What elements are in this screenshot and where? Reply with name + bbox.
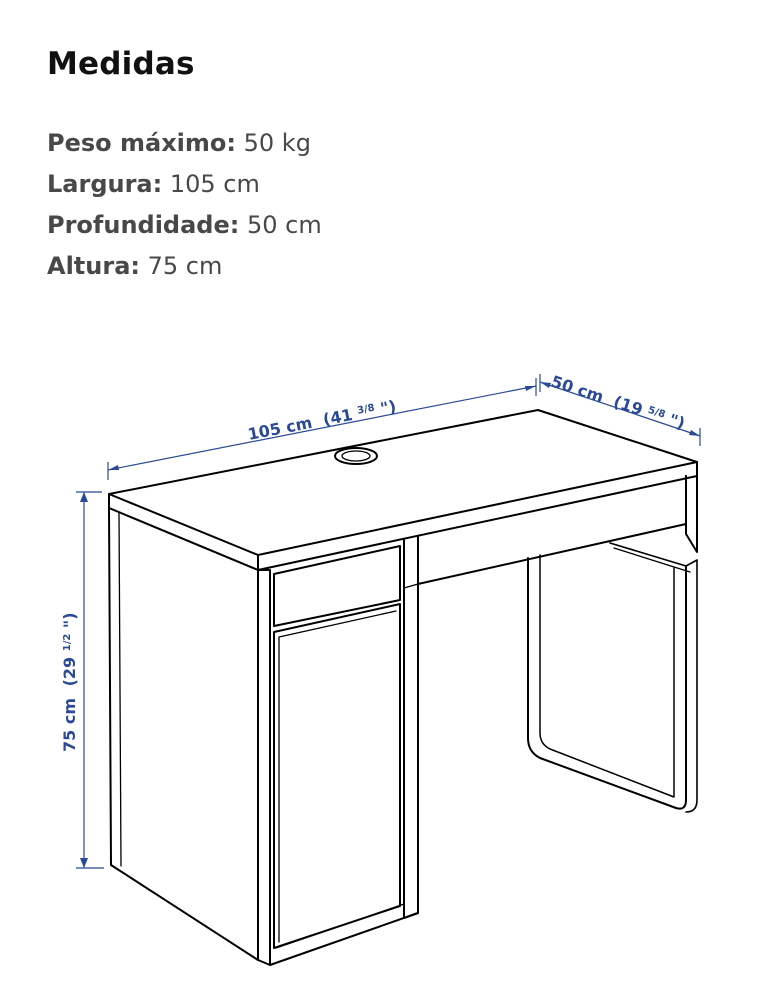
width-dimension [108,378,536,480]
page-title: Medidas [47,46,195,82]
width-metric: 105 cm [246,412,314,444]
spec-label: Profundidade: [47,211,240,239]
pedestal-side-inner [119,512,121,866]
height-imperial-close: ") [60,612,79,629]
width-imperial-fraction: 3/8 [356,402,376,417]
tabletop-front-edge [109,494,258,570]
depth-dimension [540,367,700,446]
spec-value: 75 cm [147,252,223,280]
metal-leg-back [686,560,697,812]
pedestal-front [258,570,270,965]
depth-dimension-label [549,367,689,433]
spec-label: Largura: [47,170,163,198]
rear-rail-lower [614,548,690,572]
tabletop-surface [109,410,697,555]
pedestal-right-side [404,537,418,918]
desk-illustration [109,410,697,965]
rear-rail [610,543,686,566]
depth-imperial-close: ") [666,410,688,433]
spec-value: 50 kg [243,129,311,157]
pedestal-side-panel [109,508,258,960]
pedestal-door-inner [279,611,396,942]
pedestal-door [274,604,400,948]
pedestal-bottom [270,913,418,965]
cable-hole-inner [342,451,370,461]
middle-drawer-underside [404,584,418,588]
right-back-panel [686,476,697,552]
spec-label: Peso máximo: [47,129,236,157]
width-imperial-close: ") [378,396,398,419]
height-imperial-open: (29 [60,651,79,687]
height-imperial-fraction: 1/2 [62,633,73,652]
spec-value: 105 cm [169,170,260,198]
depth-metric: 50 cm [548,371,606,407]
spec-value: 50 cm [247,211,322,239]
depth-imperial-fraction: 5/8 [646,404,667,421]
height-dimension-label [55,612,79,752]
height-dimension [55,492,104,868]
width-imperial-open: (41 [321,403,360,430]
metal-leg-inner [540,555,674,797]
spec-label: Altura: [47,252,140,280]
height-metric: 75 cm [60,698,79,752]
depth-imperial-open: (19 [611,391,651,421]
